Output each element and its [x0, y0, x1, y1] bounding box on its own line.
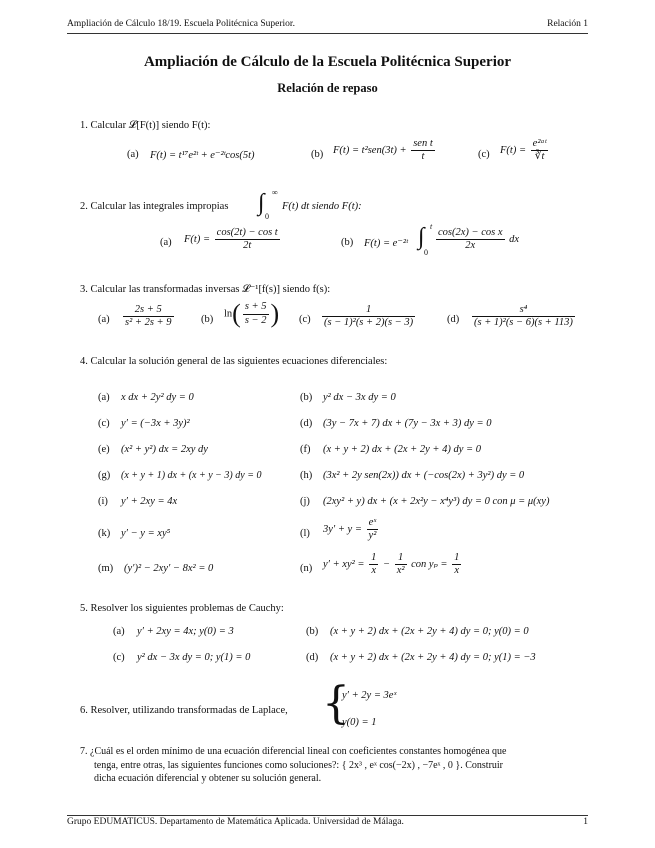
q4-n-label: (n): [300, 563, 313, 574]
q5-d-expr: (x + y + 2) dx + (2x + 2y + 4) dy = 0; y(1) = −3: [330, 652, 536, 663]
q2-a-num: cos(2t) − cos t: [215, 227, 280, 240]
q1-a-label: (a): [127, 149, 139, 160]
q3-d-num: s⁴: [472, 304, 575, 317]
q4-n-fraction-2: [395, 552, 407, 577]
q4-l-expr: [323, 517, 380, 542]
q2-a-label: (a): [160, 237, 172, 248]
q2-int-inf: 0: [265, 212, 269, 221]
footer-rule: [67, 815, 588, 816]
q3-b-fraction: [243, 301, 269, 326]
q3-d-label: (d): [447, 314, 460, 325]
q4-n-f2-num: 1: [395, 552, 407, 565]
q5-a-expr: y′ + 2xy = 4x; y(0) = 3: [137, 626, 234, 637]
q4-d-expr: (3y − 7x + 7) dx + (7y − 3x + 3) dy = 0: [323, 418, 492, 429]
q4-b-expr: y² dx − 3x dy = 0: [323, 392, 396, 403]
q1-c-expr: [500, 138, 550, 163]
q3-a-label: (a): [98, 314, 110, 325]
q1-a-expr: F(t) = t¹⁷e²ᵗ + e⁻²ᵗcos(5t): [150, 150, 255, 161]
q2-b-inf: 0: [424, 248, 428, 257]
q3-b-label: (b): [201, 314, 214, 325]
q4-f-expr: (x + y + 2) dx + (2x + 2y + 4) dy = 0: [323, 444, 481, 455]
integral-sign: ∫: [418, 224, 425, 250]
q2-a-lead: F(t) =: [184, 233, 211, 245]
q4-e-expr: (x² + y²) dx = 2xy dy: [121, 444, 208, 455]
q4-c-label: (c): [98, 418, 110, 429]
q4-k-expr: y′ − y = xy⁵: [121, 528, 171, 539]
q7-line3: dicha ecuación diferencial y obtener su solución general.: [94, 773, 322, 784]
q1-b-expr: [333, 138, 437, 163]
q4-l-den: y²: [368, 530, 377, 542]
footer-page-number: 1: [583, 817, 588, 827]
q4-l-lead: 3y′ + y =: [323, 523, 362, 535]
q4-n-expr: [323, 552, 463, 577]
q2-b-num: cos(2x) − cos x: [436, 227, 505, 240]
q1-b-num: sen t: [411, 138, 435, 151]
q2-b-sup: t: [430, 222, 433, 231]
q4-n-fraction-1: [369, 552, 378, 577]
q4-j-label: (j): [300, 496, 310, 507]
q3-a-den: s² + 2s + 9: [125, 317, 172, 329]
integral-sign: ∫: [258, 190, 265, 216]
q1-c-fraction: [531, 138, 549, 163]
q4-b-label: (b): [300, 392, 313, 403]
q2-b-den: 2x: [465, 240, 476, 252]
q6-stem: 6. Resolver, utilizando transformadas de Laplace,: [80, 705, 288, 716]
q5-a-label: (a): [113, 626, 125, 637]
q3-d-expr: [470, 304, 577, 329]
q4-l-fraction: [367, 517, 379, 542]
q5-b-expr: (x + y + 2) dx + (2x + 2y + 4) dy = 0; y(0) = 0: [330, 626, 529, 637]
q4-n-f2-den: x²: [396, 565, 405, 577]
q4-n-lead: y′ + xy² =: [323, 558, 365, 570]
q3-b-num: s + 5: [243, 301, 269, 314]
q2-b-expr: [434, 227, 519, 252]
q3-c-fraction: [322, 304, 415, 329]
q4-e-label: (e): [98, 444, 110, 455]
q4-h-expr: (3x² + 2y sen(2x)) dx + (−cos(2x) + 3y²) dy = 0: [323, 470, 525, 481]
q1-b-fraction: [411, 138, 435, 163]
q2-b-label: (b): [341, 237, 354, 248]
q2-b-fraction: [436, 227, 505, 252]
q2-b-integral: [418, 224, 425, 251]
running-header-right: Relación 1: [547, 19, 588, 29]
header-rule: [67, 33, 588, 34]
q4-n-f1-num: 1: [369, 552, 378, 565]
q2-stem: 2. Calcular las integrales impropias: [80, 201, 229, 212]
page-title: Ampliación de Cálculo de la Escuela Politécnica Superior: [143, 54, 512, 70]
q2-a-den: 2t: [243, 240, 252, 252]
q5-b-label: (b): [306, 626, 319, 637]
q3-c-num: 1: [322, 304, 415, 317]
q1-c-label: (c): [478, 149, 490, 160]
q2-a-expr: [184, 227, 282, 252]
q1-c-num: e²ᵃᵗ: [531, 138, 549, 151]
q4-l-label: (l): [300, 528, 310, 539]
q3-d-fraction: [472, 304, 575, 329]
q4-i-expr: y′ + 2xy = 4x: [121, 496, 178, 507]
q4-k-label: (k): [98, 528, 111, 539]
q4-n-f3-den: x: [454, 565, 460, 577]
q2-int-sup: ∞: [272, 188, 278, 197]
q4-a-expr: x dx + 2y² dy = 0: [121, 392, 194, 403]
q4-c-expr: y′ = (−3x + 3y)²: [121, 418, 190, 429]
q4-a-label: (a): [98, 392, 110, 403]
q2-integral: [258, 190, 265, 217]
q7-line2: tenga, entre otras, las siguientes funciones como soluciones?: { 2x³ , eˣ cos(−2x) , −7eˣ , 0 }. Construir: [94, 760, 504, 771]
q1-c-den: ∛t: [534, 151, 545, 163]
running-header-left: Ampliación de Cálculo 18/19. Escuela Politécnica Superior.: [67, 19, 295, 29]
q4-j-expr: (2xy² + y) dx + (x + 2x²y − x⁴y³) dy = 0 con μ = μ(xy): [323, 496, 550, 507]
q2-b-lead: F(t) = e⁻²ᵗ: [364, 238, 408, 249]
q5-stem: 5. Resolver los siguientes problemas de Cauchy:: [80, 603, 284, 614]
q4-n-f3-num: 1: [452, 552, 461, 565]
q4-m-expr: (y′)² − 2xy′ − 8x² = 0: [124, 563, 214, 574]
q4-i-label: (i): [98, 496, 108, 507]
q4-g-label: (g): [98, 470, 111, 481]
q1-c-lead: F(t) =: [500, 144, 527, 156]
q3-a-expr: [121, 304, 176, 329]
q1-b-lead: F(t) = t²sen(3t) +: [333, 144, 407, 156]
q4-f-label: (f): [300, 444, 311, 455]
q1-stem: 1. Calcular 𝓛[F(t)] siendo F(t):: [80, 120, 211, 131]
q1-b-den: t: [421, 151, 425, 163]
q3-c-den: (s − 1)²(s + 2)(s − 3): [324, 317, 414, 329]
q6-eq2: y(0) = 1: [342, 717, 377, 728]
q4-m-label: (m): [98, 563, 114, 574]
q2-stem-tail: F(t) dt siendo F(t):: [282, 201, 362, 212]
q3-b-expr: [224, 301, 279, 327]
q4-stem: 4. Calcular la solución general de las siguientes ecuaciones diferenciales:: [80, 356, 388, 367]
q3-b-pre: ln: [224, 308, 233, 320]
q4-n-f1-den: x: [371, 565, 377, 577]
q3-stem: 3. Calcular las transformadas inversas 𝓛⁻¹[f(s)] siendo f(s):: [80, 284, 331, 295]
q3-b-den: s − 2: [244, 314, 267, 326]
page-subtitle: Relación de repaso: [277, 81, 378, 95]
q3-a-num: 2s + 5: [123, 304, 174, 317]
q3-a-fraction: [123, 304, 174, 329]
q3-d-den: (s + 1)²(s − 6)(s + 113): [474, 317, 573, 329]
q6-eq1: y′ + 2y = 3eˣ: [342, 690, 397, 701]
q4-l-num: eˣ: [367, 517, 379, 530]
q4-n-fraction-3: [452, 552, 461, 577]
q2-a-fraction: [215, 227, 280, 252]
q4-d-label: (d): [300, 418, 313, 429]
q4-h-label: (h): [300, 470, 313, 481]
q5-d-label: (d): [306, 652, 319, 663]
right-paren: ): [270, 299, 280, 328]
q5-c-expr: y² dx − 3x dy = 0; y(1) = 0: [137, 652, 251, 663]
q4-g-expr: (x + y + 1) dx + (x + y − 3) dy = 0: [121, 470, 262, 481]
q4-n-con: con yₚ =: [411, 558, 448, 570]
q2-b-tail: dx: [509, 233, 520, 245]
left-paren: (: [232, 299, 241, 328]
q3-c-label: (c): [299, 314, 311, 325]
q5-c-label: (c): [113, 652, 125, 663]
q3-c-expr: [320, 304, 417, 329]
left-brace: {: [322, 678, 350, 729]
footer-left: Grupo EDUMATICUS. Departamento de Matemática Aplicada. Universidad de Málaga.: [67, 817, 404, 827]
q4-n-minus: −: [382, 558, 391, 570]
q7-line1: 7. ¿Cuál es el orden mínimo de una ecuación diferencial lineal con coeficientes constantes homogénea que: [80, 746, 507, 757]
q1-b-label: (b): [311, 149, 324, 160]
